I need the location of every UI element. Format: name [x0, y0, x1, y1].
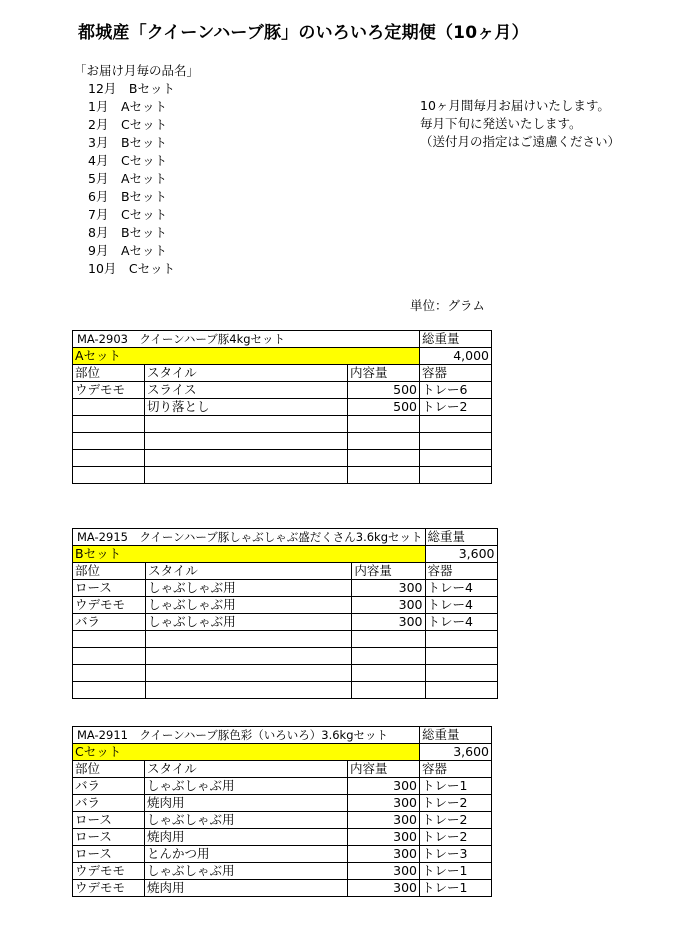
col-part: 部位 — [73, 761, 145, 778]
cell-content: 300 — [352, 614, 425, 631]
set-label: Cセット — [73, 744, 420, 761]
schedule-row: 12月 Bセット — [88, 81, 175, 96]
cell-part — [73, 399, 145, 416]
schedule-row: 3月 Bセット — [88, 135, 168, 150]
col-container: 容器 — [420, 761, 492, 778]
schedule-row: 1月 Aセット — [88, 99, 168, 114]
schedule-row: 8月 Bセット — [88, 225, 168, 240]
cell-style: しゃぶしゃぶ用 — [146, 580, 352, 597]
col-part: 部位 — [73, 563, 146, 580]
note-line: 毎月下旬に発送いたします。 — [420, 116, 582, 131]
cell-container: トレー4 — [425, 614, 497, 631]
empty-row — [73, 631, 498, 648]
table-row — [73, 812, 492, 829]
cell-part: バラ — [73, 795, 145, 812]
product-name: MA-2903 クイーンハーブ豚4kgセット — [73, 331, 420, 348]
total-weight-header: 総重量 — [420, 727, 492, 744]
col-part: 部位 — [73, 365, 145, 382]
cell-container: トレー4 — [425, 597, 497, 614]
page-title: 都城産「クイーンハーブ豚」のいろいろ定期便（10ヶ月） — [78, 23, 529, 43]
col-style: スタイル — [145, 365, 348, 382]
cell-part: ウデモモ — [73, 880, 145, 897]
cell-part: ウデモモ — [73, 863, 145, 880]
cell-content: 300 — [352, 597, 425, 614]
total-weight-header: 総重量 — [420, 331, 492, 348]
note-line: 10ヶ月間毎月お届けいたします。 — [420, 98, 610, 113]
cell-content: 300 — [348, 829, 420, 846]
cell-style: とんかつ用 — [145, 846, 348, 863]
total-weight-value: 3,600 — [425, 546, 497, 563]
cell-container: トレー1 — [420, 778, 492, 795]
unit-label: 単位：グラム — [410, 298, 485, 313]
schedule-row: 5月 Aセット — [88, 171, 168, 186]
cell-content: 300 — [348, 863, 420, 880]
schedule-row: 2月 Cセット — [88, 117, 168, 132]
cell-content: 300 — [352, 580, 425, 597]
empty-row — [73, 416, 492, 433]
schedule-row: 4月 Cセット — [88, 153, 168, 168]
cell-style: しゃぶしゃぶ用 — [145, 812, 348, 829]
table-row — [73, 880, 492, 897]
cell-content: 500 — [348, 399, 420, 416]
table-row — [73, 597, 498, 614]
col-content: 内容量 — [348, 761, 420, 778]
set-label: Bセット — [73, 546, 426, 563]
col-container: 容器 — [420, 365, 492, 382]
schedule-row: 10月 Cセット — [88, 261, 176, 276]
cell-content: 300 — [348, 778, 420, 795]
cell-container: トレー1 — [420, 863, 492, 880]
cell-container: トレー2 — [420, 399, 492, 416]
empty-row — [73, 450, 492, 467]
cell-container: トレー6 — [420, 382, 492, 399]
empty-row — [73, 648, 498, 665]
cell-style: 焼肉用 — [145, 795, 348, 812]
set-label: Aセット — [73, 348, 420, 365]
cell-content: 300 — [348, 795, 420, 812]
table-row — [73, 580, 498, 597]
schedule-row: 6月 Bセット — [88, 189, 168, 204]
col-container: 容器 — [425, 563, 497, 580]
cell-part: ロース — [73, 846, 145, 863]
cell-part: ウデモモ — [73, 597, 146, 614]
cell-style: しゃぶしゃぶ用 — [146, 614, 352, 631]
cell-content: 300 — [348, 812, 420, 829]
schedule-row: 9月 Aセット — [88, 243, 168, 258]
cell-container: トレー3 — [420, 846, 492, 863]
empty-row — [73, 467, 492, 484]
cell-style: 焼肉用 — [145, 880, 348, 897]
cell-style: しゃぶしゃぶ用 — [145, 863, 348, 880]
set-b-table — [72, 528, 498, 699]
cell-style: しゃぶしゃぶ用 — [145, 778, 348, 795]
cell-part: ロース — [73, 580, 146, 597]
cell-container: トレー1 — [420, 880, 492, 897]
cell-part: ロース — [73, 812, 145, 829]
total-weight-value: 4,000 — [420, 348, 492, 365]
note-line: （送付月の指定はご遠慮ください） — [420, 134, 621, 149]
empty-row — [73, 682, 498, 699]
table-row — [73, 795, 492, 812]
cell-content: 300 — [348, 880, 420, 897]
product-name: MA-2915 クイーンハーブ豚しゃぶしゃぶ盛だくさん3.6kgセット — [73, 529, 426, 546]
table-row — [73, 863, 492, 880]
table-row — [73, 846, 492, 863]
cell-content: 300 — [348, 846, 420, 863]
col-content: 内容量 — [348, 365, 420, 382]
cell-part: ウデモモ — [73, 382, 145, 399]
table-row — [73, 614, 498, 631]
schedule-heading: 「お届け月毎の品名」 — [74, 63, 200, 78]
cell-style: スライス — [145, 382, 348, 399]
cell-container: トレー2 — [420, 829, 492, 846]
table-row — [73, 382, 492, 399]
col-content: 内容量 — [352, 563, 425, 580]
empty-row — [73, 433, 492, 450]
cell-style: 焼肉用 — [145, 829, 348, 846]
cell-container: トレー2 — [420, 795, 492, 812]
cell-part: ロース — [73, 829, 145, 846]
col-style: スタイル — [145, 761, 348, 778]
set-a-table — [72, 330, 492, 484]
cell-container: トレー2 — [420, 812, 492, 829]
cell-part: バラ — [73, 778, 145, 795]
delivery-notes — [420, 97, 620, 151]
delivery-schedule — [74, 62, 199, 278]
cell-container: トレー4 — [425, 580, 497, 597]
cell-part: バラ — [73, 614, 146, 631]
col-style: スタイル — [146, 563, 352, 580]
empty-row — [73, 665, 498, 682]
table-row — [73, 778, 492, 795]
total-weight-value: 3,600 — [420, 744, 492, 761]
cell-content: 500 — [348, 382, 420, 399]
table-row — [73, 829, 492, 846]
table-row — [73, 399, 492, 416]
schedule-row: 7月 Cセット — [88, 207, 168, 222]
cell-style: 切り落とし — [145, 399, 348, 416]
product-name: MA-2911 クイーンハーブ豚色彩（いろいろ）3.6kgセット — [73, 727, 420, 744]
total-weight-header: 総重量 — [425, 529, 497, 546]
cell-style: しゃぶしゃぶ用 — [146, 597, 352, 614]
set-c-table — [72, 726, 492, 897]
